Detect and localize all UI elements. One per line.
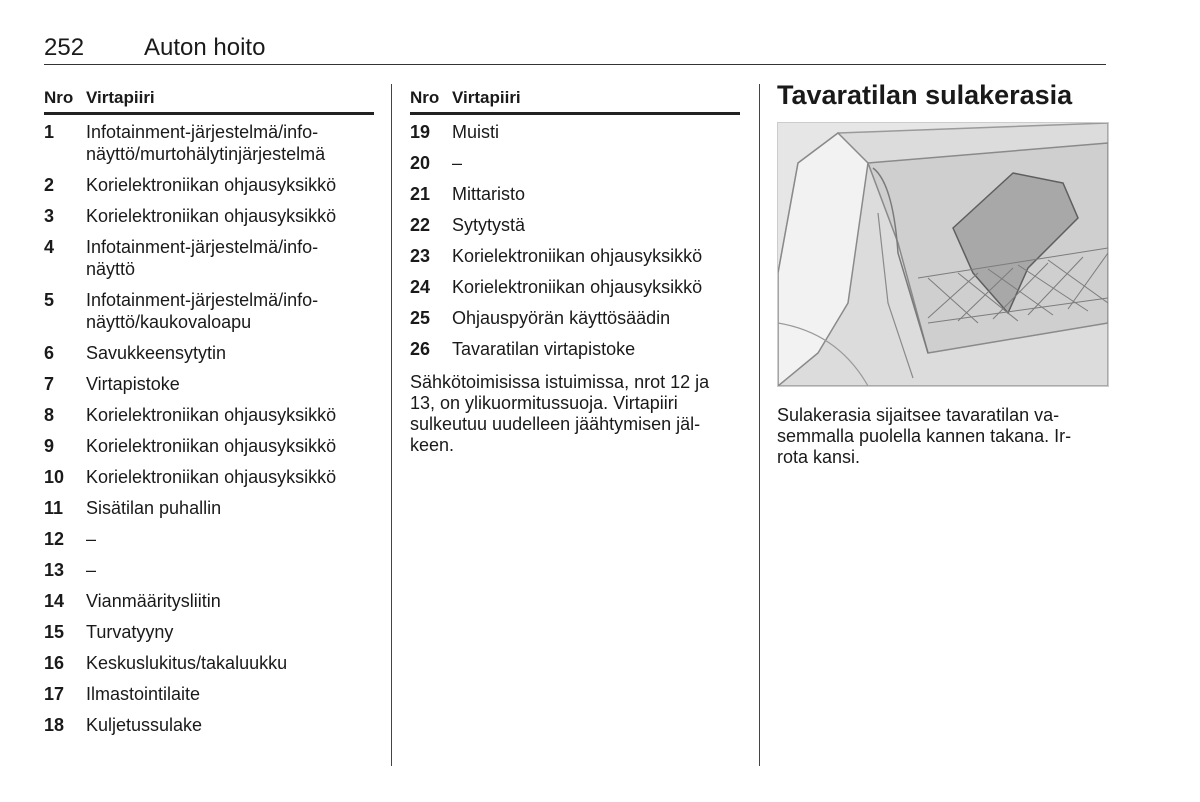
fuse-number: 9 (44, 436, 55, 456)
circuit-name: Korielektroniikan ohjausyksikkö (86, 175, 337, 195)
chapter-title: Auton hoito (144, 34, 266, 61)
circuit-name: – (452, 153, 463, 173)
circuit-name: – (86, 529, 97, 549)
circuit-name: Ohjauspyörän käyttösäädin (452, 308, 671, 328)
header-nro: Nro (44, 88, 74, 107)
fuse-row (410, 121, 740, 143)
circuit-name: Turvatyyny (86, 622, 174, 642)
fuse-list (410, 121, 740, 360)
fuse-number: 8 (44, 405, 55, 425)
fuse-number: 20 (410, 153, 431, 173)
circuit-name: Infotainment-järjestelmä/info- näyttö/murtohälytinjärjestelmä (86, 122, 326, 164)
fuse-row (44, 121, 374, 165)
fuse-table-1 (44, 86, 374, 745)
circuit-name: Vianmääritysliitin (86, 591, 221, 611)
circuit-name: Infotainment-järjestelmä/info- näyttö/kaukovaloapu (86, 290, 319, 332)
fuse-row (44, 559, 374, 581)
fuse-row (44, 373, 374, 395)
fuse-number: 10 (44, 467, 65, 487)
circuit-name: Korielektroniikan ohjausyksikkö (452, 246, 703, 266)
fuse-row (44, 174, 374, 196)
fuse-row (410, 245, 740, 267)
fuse-row (410, 214, 740, 236)
fuse-row (44, 404, 374, 426)
fuse-number: 5 (44, 290, 55, 310)
header-circuit: Virtapiiri (452, 88, 521, 107)
fuse-row (410, 183, 740, 205)
fuse-row (410, 152, 740, 174)
fuse-number: 13 (44, 560, 65, 580)
fuse-number: 1 (44, 122, 55, 142)
header-nro: Nro (410, 88, 440, 107)
fuse-number: 12 (44, 529, 65, 549)
fuse-row (44, 497, 374, 519)
circuit-name: Keskuslukitus/takaluukku (86, 653, 288, 673)
column-divider (759, 84, 760, 766)
circuit-name: Sisätilan puhallin (86, 498, 222, 518)
fuse-number: 6 (44, 343, 55, 363)
circuit-name: Ilmastointilaite (86, 684, 201, 704)
page-header (44, 34, 1106, 65)
table-header (44, 86, 374, 115)
fuse-number: 19 (410, 122, 431, 142)
fuse-number: 15 (44, 622, 65, 642)
fuse-row (410, 338, 740, 360)
fuse-number: 21 (410, 184, 431, 204)
fuse-number: 2 (44, 175, 55, 195)
fuse-row (44, 466, 374, 488)
fuse-row (44, 714, 374, 736)
column-divider (391, 84, 392, 766)
fuse-number: 4 (44, 237, 55, 257)
circuit-name: Korielektroniikan ohjausyksikkö (86, 405, 337, 425)
circuit-name: Korielektroniikan ohjausyksikkö (86, 206, 337, 226)
fuse-number: 18 (44, 715, 65, 735)
fuse-number: 26 (410, 339, 431, 359)
fuse-number: 16 (44, 653, 65, 673)
fuse-number: 24 (410, 277, 431, 297)
circuit-name: Muisti (452, 122, 500, 142)
header-circuit: Virtapiiri (86, 88, 155, 107)
fuse-number: 14 (44, 591, 65, 611)
fuse-number: 3 (44, 206, 55, 226)
fuse-table-2 (410, 86, 740, 456)
section-title: Tavaratilan sulakerasia (777, 80, 1073, 110)
circuit-name: Korielektroniikan ohjausyksikkö (86, 467, 337, 487)
circuit-name: Virtapistoke (86, 374, 180, 394)
fuse-number: 7 (44, 374, 55, 394)
page-number: 252 (44, 34, 85, 61)
circuit-name: Mittaristo (452, 184, 526, 204)
circuit-name: Sytytystä (452, 215, 526, 235)
fuse-row (44, 590, 374, 612)
fuse-number: 22 (410, 215, 431, 235)
fuse-row (410, 276, 740, 298)
fuse-number: 25 (410, 308, 431, 328)
circuit-name: Korielektroniikan ohjausyksikkö (86, 436, 337, 456)
circuit-name: Savukkeensytytin (86, 343, 227, 363)
circuit-name: – (86, 560, 97, 580)
fuse-row (44, 683, 374, 705)
fuse-row (44, 289, 374, 333)
circuit-name: Infotainment-järjestelmä/info- näyttö (86, 237, 319, 279)
circuit-name: Tavaratilan virtapistoke (452, 339, 636, 359)
fuse-row (44, 621, 374, 643)
fuse-number: 23 (410, 246, 431, 266)
fuse-row (44, 435, 374, 457)
fuse-row (44, 342, 374, 364)
fuse-row (44, 205, 374, 227)
circuit-name: Korielektroniikan ohjausyksikkö (452, 277, 703, 297)
fuse-box-illustration (777, 122, 1109, 387)
section-description: Sulakerasia sijaitsee tavaratilan va- semmalla puolella kannen takana. Ir- rota kansi. (777, 405, 1072, 467)
fuse-number: 17 (44, 684, 65, 704)
fuse-row (44, 236, 374, 280)
fuse-number: 11 (44, 498, 64, 518)
fuse-row (44, 528, 374, 550)
fuse-list (44, 121, 374, 736)
note-text: Sähkötoimisissa istuimissa, nrot 12 ja 13, on ylikuormitussuoja. Virtapiiri sulkeutuu uudelleen jäähtymisen jäl- keen. (410, 372, 710, 455)
fuse-row (44, 652, 374, 674)
table-header (410, 86, 740, 115)
fuse-row (410, 307, 740, 329)
fuse-box-section (777, 80, 1107, 468)
circuit-name: Kuljetussulake (86, 715, 203, 735)
